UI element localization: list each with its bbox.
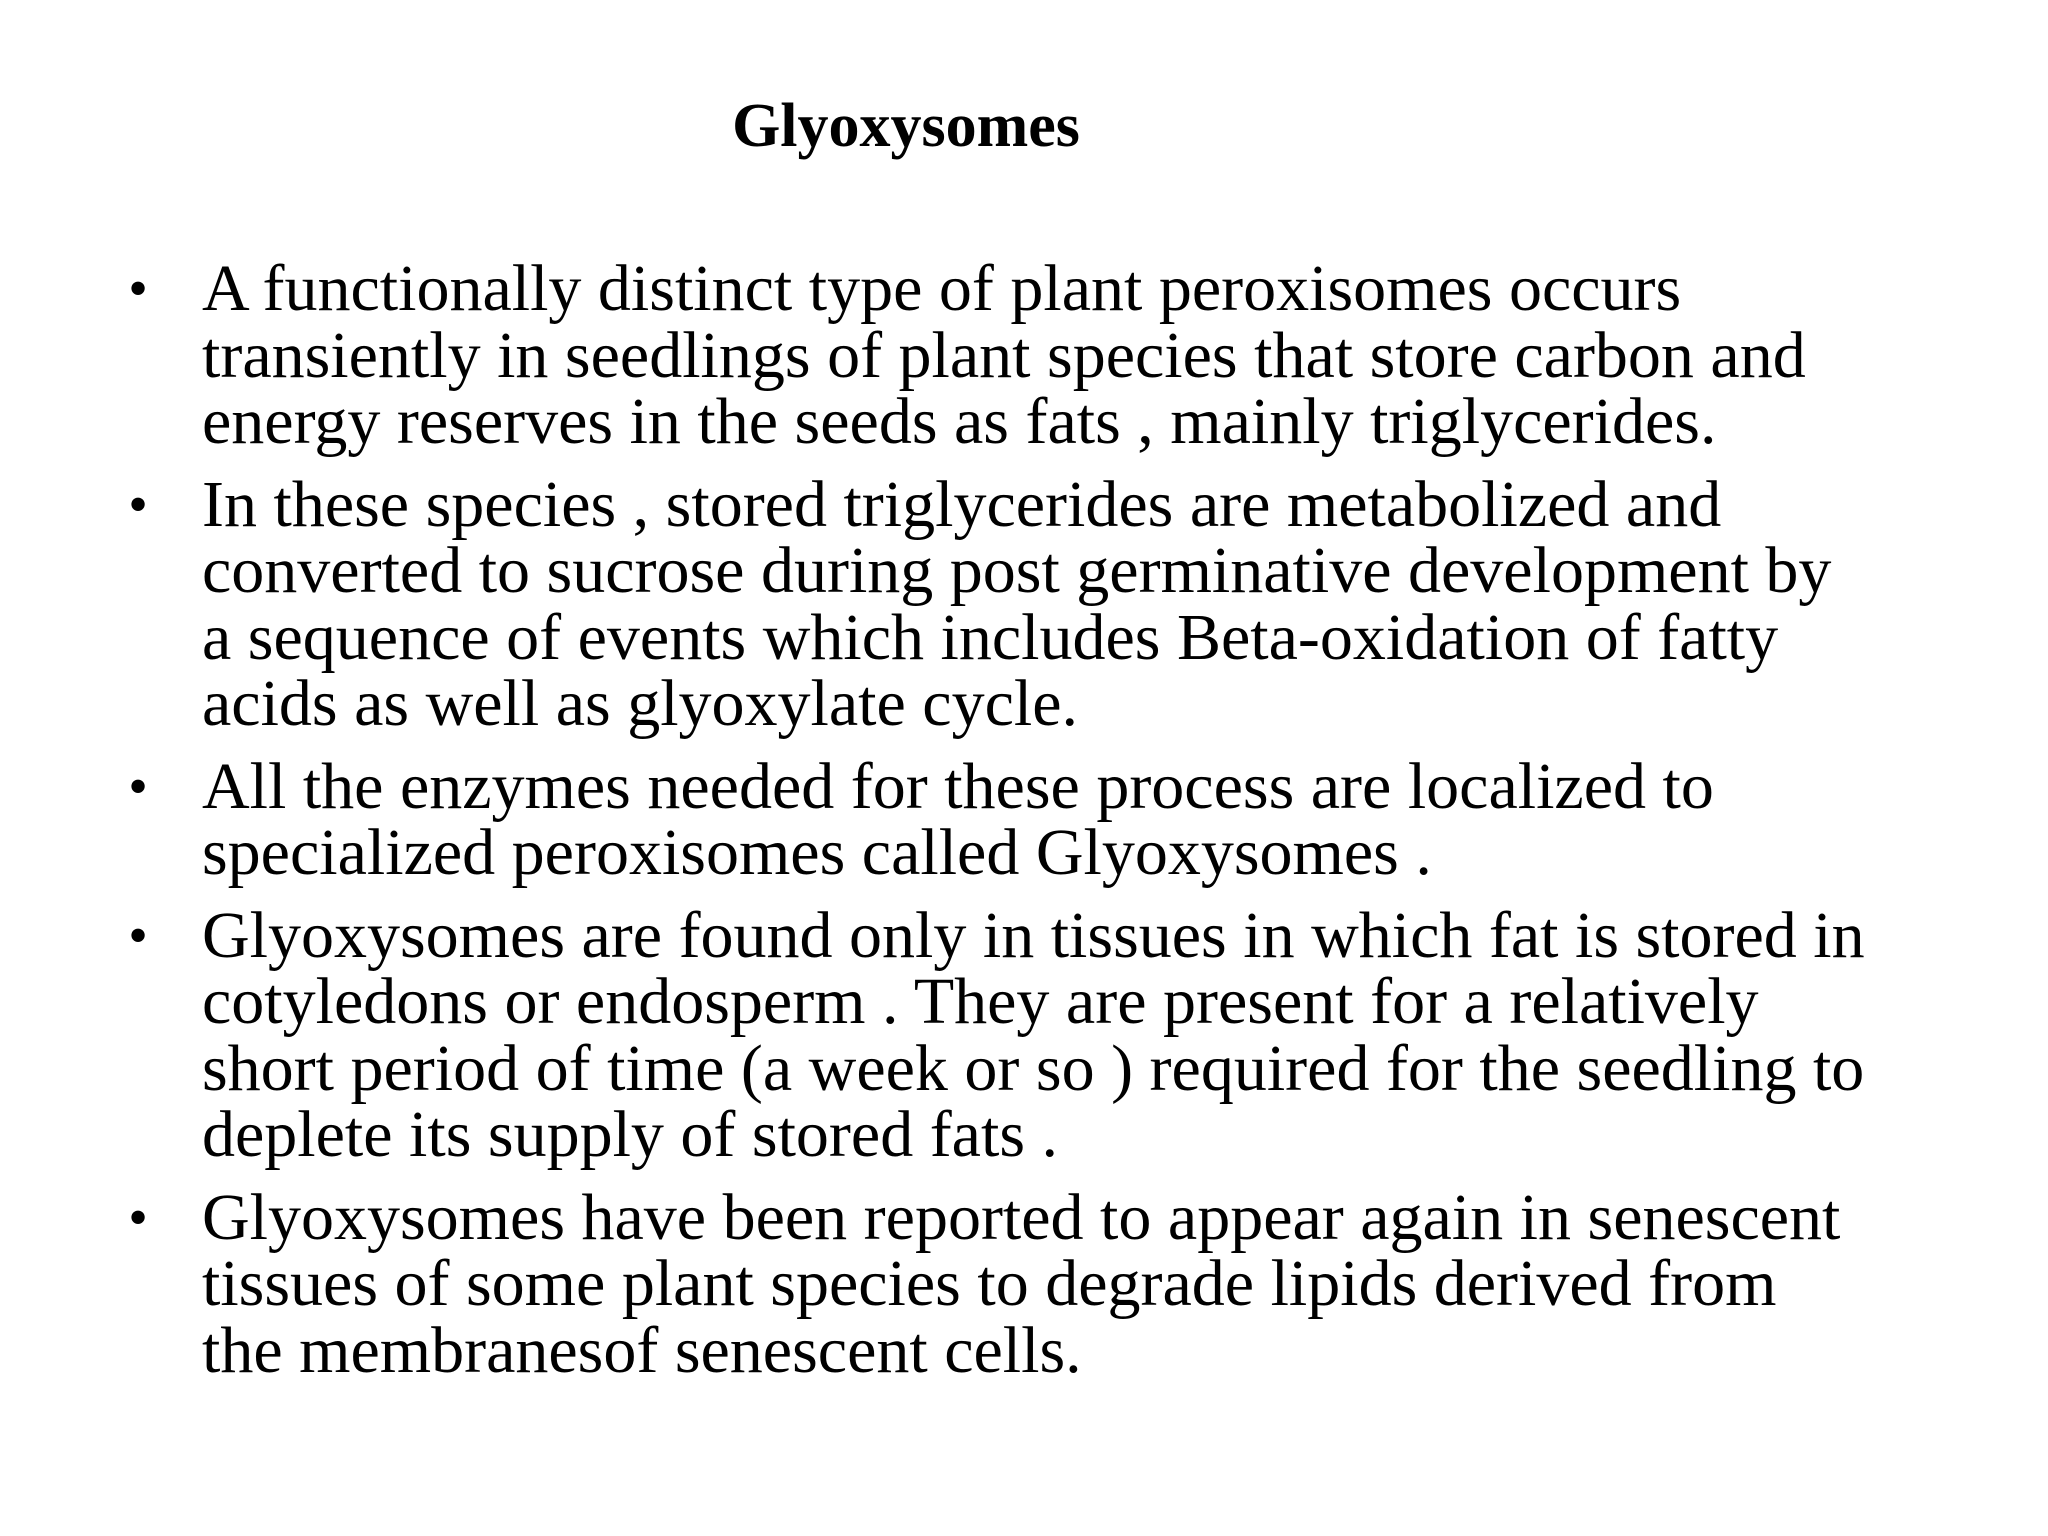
bullet-item-5 [118,1180,1978,1387]
bullet-text-line: In these species , stored triglycerides are metabolized and [202,467,1722,541]
bullet-text-line: short period of time (a week or so ) required for the seedling to [202,1031,1865,1105]
bullet-text-line: Glyoxysomes have been reported to appear again in senescent [202,1180,1841,1254]
bullet-text-line: acids as well as glyoxylate cycle. [202,667,1079,740]
bullet-text-line: tissues of some plant species to degrade lipids derived from [202,1247,1777,1320]
bullet-text-line: transiently in seedlings of plant species that store carbon and [202,318,1806,392]
bullet-list [118,252,1978,1400]
slide-title: Glyoxysomes [732,92,1080,160]
bullet-text-line: converted to sucrose during post germinative development by [202,534,1832,607]
bullet-text-line: a sequence of events which includes Beta-oxidation of fatty [202,600,1779,674]
bullet-text-line: Glyoxysomes are found only in tissues in which fat is stored in [202,898,1865,972]
bullet-icon: • [128,1186,148,1249]
bullet-text-line: the membranesof senescent cells. [202,1313,1082,1387]
bullet-text-line: deplete its supply of stored fats . [202,1098,1059,1171]
bullet-text-line: A functionally distinct type of plant peroxisomes occurs [202,252,1682,325]
bullet-icon: • [128,473,148,536]
bullet-item-1 [118,252,1978,458]
bullet-icon: • [128,904,148,967]
bullet-text-line: energy reserves in the seeds as fats , mainly triglycerides. [202,385,1717,458]
bullet-icon: • [128,755,148,818]
bullet-icon: • [128,258,148,320]
bullet-item-2 [118,467,1978,740]
bullet-text-line: specialized peroxisomes called Glyoxysomes . [202,816,1432,889]
bullet-text-line: cotyledons or endosperm . They are present for a relatively [202,965,1759,1038]
bullet-item-4 [118,898,1978,1171]
bullet-text-line: All the enzymes needed for these process are localized to [202,749,1714,823]
bullet-item-3 [118,749,1978,889]
